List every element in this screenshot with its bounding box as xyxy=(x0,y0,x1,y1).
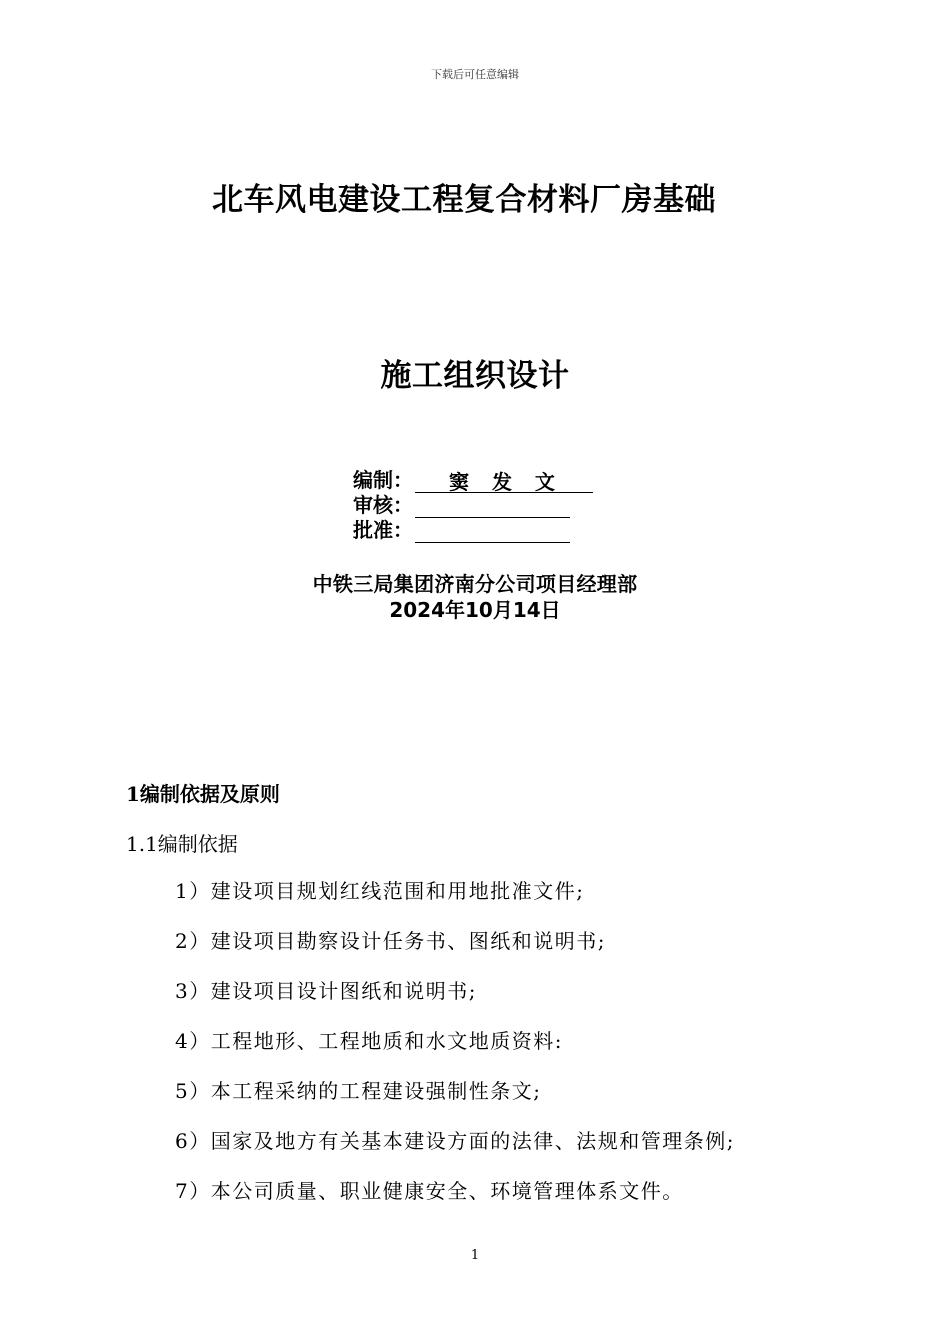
signature-value-approver xyxy=(415,521,570,543)
list-item: 3）建设项目设计图纸和说明书; xyxy=(175,979,477,1003)
list-item: 6）国家及地方有关基本建设方面的法律、法规和管理条例; xyxy=(175,1129,735,1153)
signature-label-author: 编制： xyxy=(353,468,413,492)
subsection-heading: 1.1编制依据 xyxy=(126,832,238,856)
signature-row-author xyxy=(353,468,593,493)
signature-block xyxy=(353,468,593,543)
header-note: 下载后可任意编辑 xyxy=(431,68,519,81)
document-date: 2024年10月14日 xyxy=(389,598,561,622)
list-item: 1）建设项目规划红线范围和用地批准文件; xyxy=(175,879,585,903)
signature-value-author: 窦 发 文 xyxy=(415,471,593,493)
organization-name: 中铁三局集团济南分公司项目经理部 xyxy=(312,572,638,596)
document-title-line-1: 北车风电建设工程复合材料厂房基础 xyxy=(212,182,716,218)
signature-label-reviewer: 审核： xyxy=(353,493,413,517)
list-item: 4）工程地形、工程地质和水文地质资料: xyxy=(175,1029,563,1053)
signature-label-approver: 批准： xyxy=(353,518,413,542)
basis-list xyxy=(175,876,735,1226)
document-title-line-2: 施工组织设计 xyxy=(380,358,570,394)
signature-row-approver xyxy=(353,518,593,543)
signature-row-reviewer xyxy=(353,493,593,518)
list-item: 2）建设项目勘察设计任务书、图纸和说明书; xyxy=(175,929,606,953)
signature-value-reviewer xyxy=(415,496,570,518)
list-item: 7）本公司质量、职业健康安全、环境管理体系文件。 xyxy=(175,1179,684,1203)
section-heading: 1编制依据及原则 xyxy=(126,782,280,806)
list-item: 5）本工程采纳的工程建设强制性条文; xyxy=(175,1079,542,1103)
page-number: 1 xyxy=(470,1248,480,1263)
